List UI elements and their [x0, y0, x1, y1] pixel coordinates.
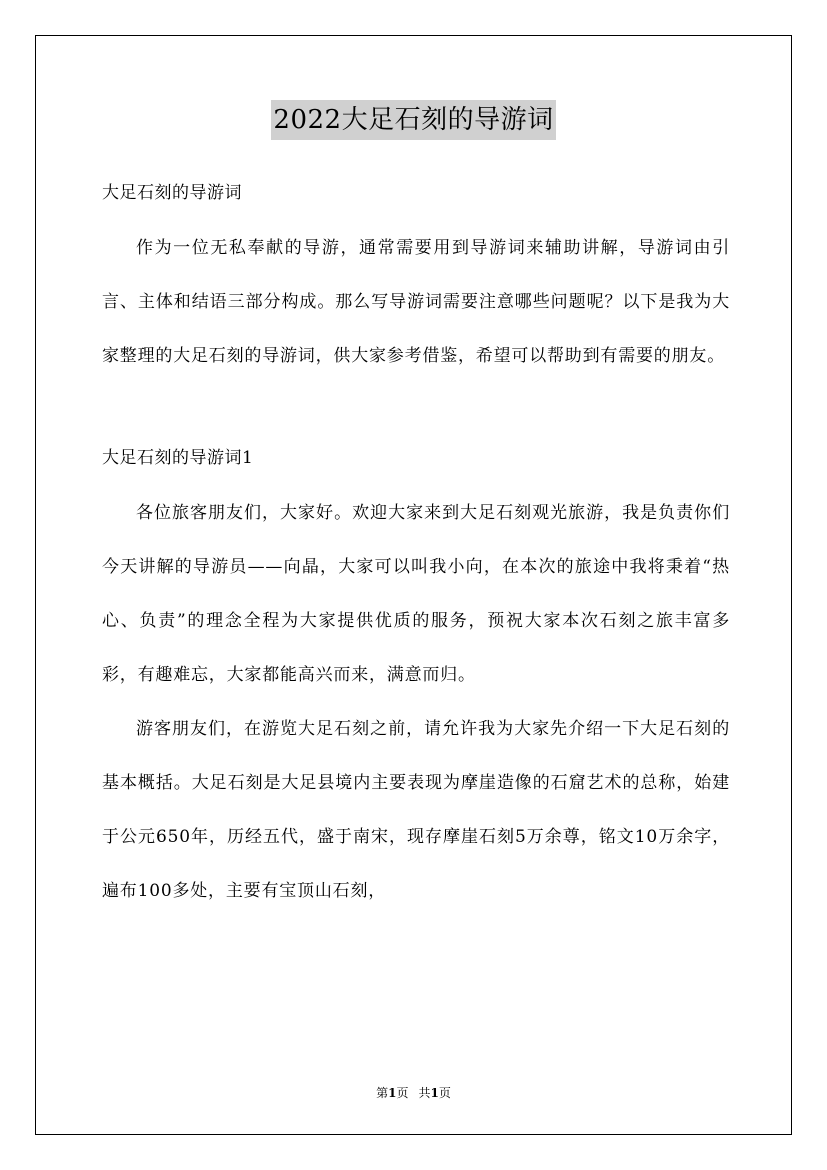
section-heading: 大足石刻的导游词1: [102, 448, 254, 468]
page-footer: [0, 1084, 827, 1102]
intro-heading: 大足石刻的导游词: [102, 183, 242, 203]
intro-paragraph: 作为一位无私奉献的导游，通常需要用到导游词来辅助讲解，导游词由引言、主体和结语三部分构成。那么写导游词需要注意哪些问题呢？以下是我为大家整理的大足石刻的导游词，供大家参考借鉴，希望可以帮助到有需要的朋友。: [102, 238, 730, 366]
body-paragraph-1: 各位旅客朋友们，大家好。欢迎大家来到大足石刻观光旅游，我是负责你们今天讲解的导游员——向晶，大家可以叫我小向，在本次的旅途中我将秉着“热心、负责”的理念全程为大家提供优质的服务，预祝大家本次石刻之旅丰富多彩，有趣难忘，大家都能高兴而来，满意而归。: [102, 503, 730, 685]
footer-page-suffix: 页: [396, 1086, 409, 1100]
title-container: [0, 100, 827, 140]
footer-total-prefix: 共: [418, 1086, 431, 1100]
footer-total-suffix: 页: [438, 1086, 451, 1100]
footer-page-prefix: 第: [376, 1086, 389, 1100]
footer-page-number: 1: [388, 1086, 397, 1100]
document-title: 2022大足石刻的导游词: [271, 100, 555, 140]
document-body: [102, 175, 730, 918]
body-paragraph-2: 游客朋友们，在游览大足石刻之前，请允许我为大家先介绍一下大足石刻的基本概括。大足石刻是大足县境内主要表现为摩崖造像的石窟艺术的总称，始建于公元650年，历经五代，盛于南宋，现存摩崖石刻5万余尊，铭文10万余字，遍布100多处，主要有宝顶山石刻，: [102, 719, 730, 901]
section-gap: [102, 383, 730, 440]
footer-total-number: 1: [430, 1086, 439, 1100]
